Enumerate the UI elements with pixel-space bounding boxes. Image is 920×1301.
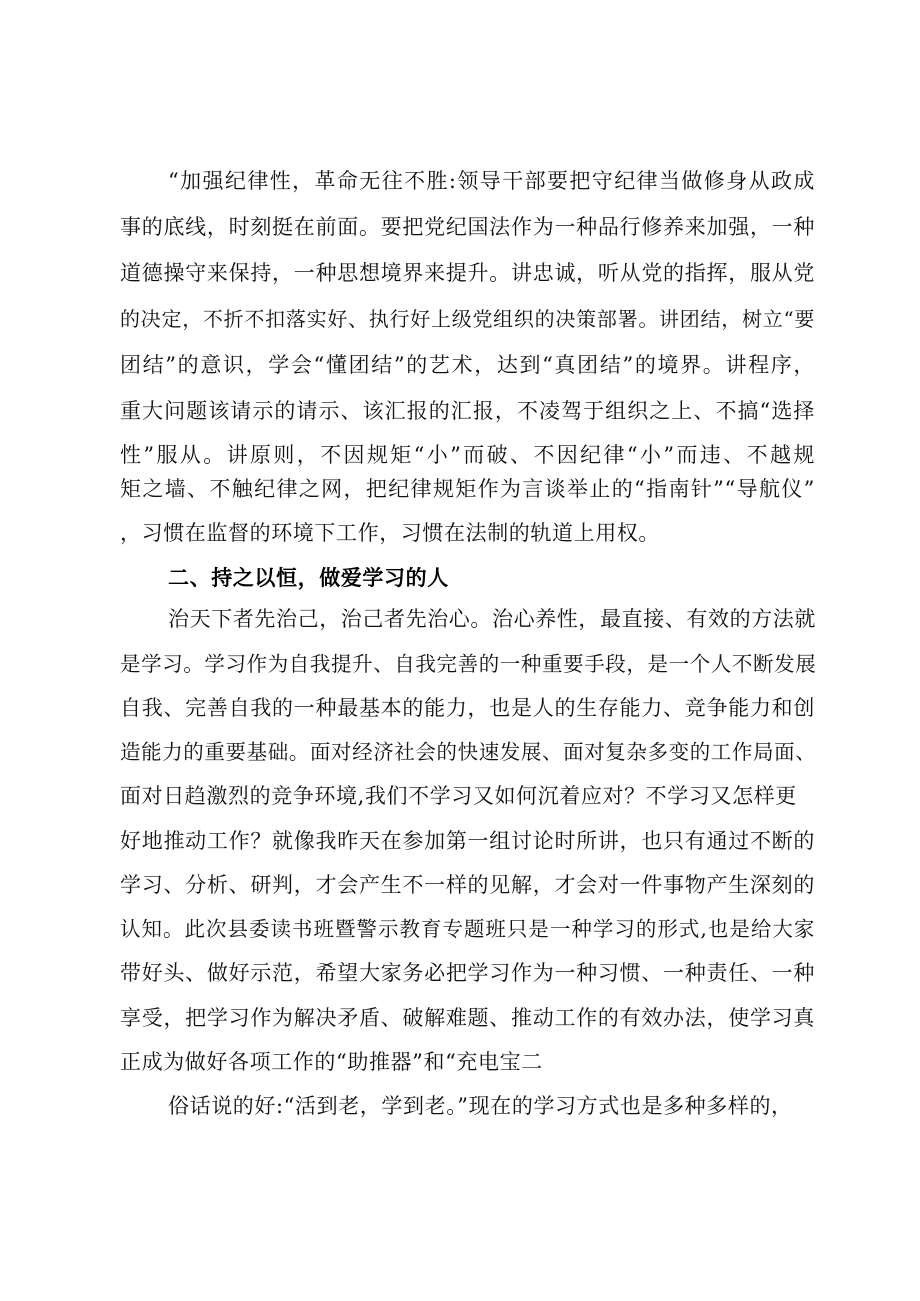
- paragraph-1-line-2: 事的底线，时刻挺在前面。要把党纪国法作为一种品行修养来加强，一种: [120, 215, 815, 239]
- paragraph-1-line-7: 性”服从。讲原则，不因规矩“小”而破、不因纪律“小”而违、不越规: [120, 443, 815, 467]
- section-heading: 二、持之以恒，做爱学习的人: [168, 566, 449, 590]
- paragraph-2-line-11: 正成为做好各项工作的“助推器”和“充电宝二: [120, 1050, 543, 1074]
- paragraph-2-line-10: 享受，把学习作为解决矛盾、破解难题、推动工作的有效办法，使学习真: [120, 1006, 815, 1030]
- paragraph-2-line-5: 面对日趋激烈的竞争环境,我们不学习又如何沉着应对？不学习又怎样更: [120, 784, 797, 808]
- paragraph-1-line-5: 团结”的意识，学会“懂团结”的艺术，达到“真团结”的境界。讲程序，: [120, 353, 815, 377]
- paragraph-1-line-9: ，习惯在监督的环境下工作，习惯在法制的轨道上用权。: [120, 521, 660, 545]
- paragraph-1-line-1: “加强纪律性，革命无往不胜:领导干部要把守纪律当做修身从政成: [168, 169, 815, 193]
- paragraph-2-line-2: 是学习。学习作为自我提升、自我完善的一种重要手段，是一个人不断发展: [120, 652, 817, 676]
- paragraph-2-line-4: 造能力的重要基础。面对经济社会的快速发展、面对复杂多变的工作局面、: [120, 740, 817, 764]
- paragraph-1-line-4: 的决定，不折不扣落实好、执行好上级党组织的决策部署。讲团结，树立“要: [120, 307, 815, 331]
- paragraph-2-line-9: 带好头、做好示范，希望大家务必把学习作为一种习惯、一种责任、一种: [120, 961, 815, 985]
- paragraph-2-line-3: 自我、完善自我的一种最基本的能力，也是人的生存能力、竞争能力和创: [120, 696, 815, 720]
- paragraph-1-line-3: 道德操守来保持，一种思想境界来提升。讲忠诚，听从党的指挥，服从党: [120, 261, 815, 285]
- paragraph-2-line-8: 认知。此次县委读书班暨警示教育专题班只是一种学习的形式,也是给大家: [120, 917, 815, 941]
- paragraph-3-line-1: 俗话说的好:“活到老，学到老。”现在的学习方式也是多种多样的，: [168, 1094, 793, 1118]
- paragraph-2-line-7: 学习、分析、研判，才会产生不一样的见解，才会对一件事物产生深刻的: [120, 873, 815, 897]
- paragraph-1-line-6: 重大问题该请示的请示、该汇报的汇报，不凌驾于组织之上、不搞“选择: [120, 399, 815, 423]
- paragraph-2-line-6: 好地推动工作？就像我昨天在参加第一组讨论时所讲，也只有通过不断的: [120, 829, 815, 853]
- paragraph-1-line-8: 矩之墙、不触纪律之网，把纪律规矩作为言谈举止的“指南针”“导航仪”: [120, 477, 815, 501]
- paragraph-2-line-1: 治天下者先治己，治己者先治心。治心养性，最直接、有效的方法就: [168, 607, 816, 631]
